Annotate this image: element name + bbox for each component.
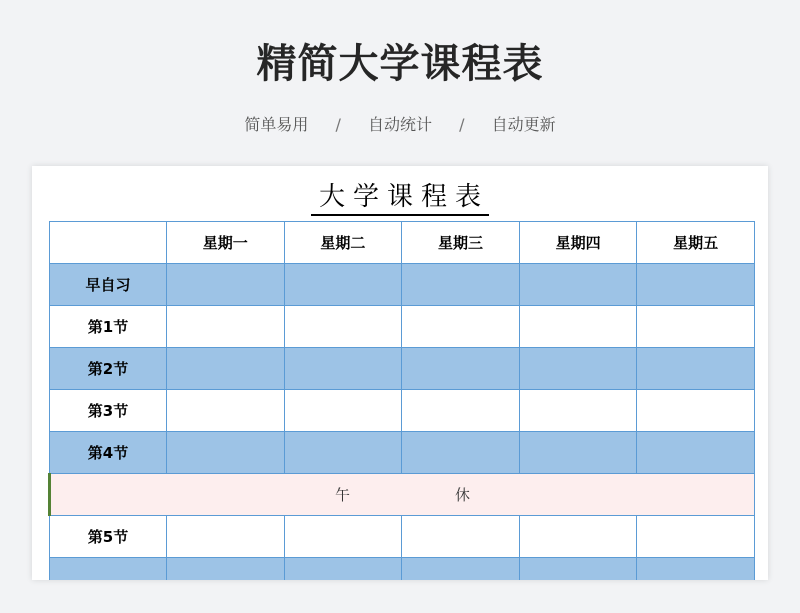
schedule-cell[interactable] (519, 348, 637, 390)
page-title: 精简大学课程表 (256, 41, 544, 87)
schedule-cell[interactable] (402, 432, 520, 474)
period-label[interactable]: 第4节 (50, 432, 167, 474)
schedule-cell[interactable] (519, 432, 637, 474)
period-row-3 (50, 390, 755, 432)
schedule-cell[interactable] (284, 390, 402, 432)
corner-cell[interactable] (50, 222, 167, 264)
schedule-cell[interactable] (284, 264, 402, 306)
schedule-cell[interactable] (284, 432, 402, 474)
day-header-tuesday[interactable]: 星期二 (284, 222, 402, 264)
schedule-cell[interactable] (637, 516, 755, 558)
schedule-cell[interactable] (402, 306, 520, 348)
separator: / (459, 115, 465, 134)
schedule-cell[interactable] (637, 390, 755, 432)
schedule-cell[interactable] (519, 558, 637, 581)
period-row-morning-study (50, 264, 755, 306)
schedule-cell[interactable] (284, 558, 402, 581)
lunch-label-left: 午 (334, 486, 350, 504)
header-row (50, 222, 755, 264)
period-row-5 (50, 516, 755, 558)
schedule-cell[interactable] (284, 348, 402, 390)
feature-easy: 简单易用 (244, 115, 309, 134)
schedule-sheet (32, 166, 768, 580)
period-row-4 (50, 432, 755, 474)
schedule-cell[interactable] (167, 348, 285, 390)
schedule-cell[interactable] (167, 264, 285, 306)
schedule-cell[interactable] (519, 264, 637, 306)
period-row-1 (50, 306, 755, 348)
schedule-cell[interactable] (167, 306, 285, 348)
schedule-cell[interactable] (637, 558, 755, 581)
sheet-title: 大学课程表 (32, 176, 768, 213)
schedule-cell[interactable] (402, 264, 520, 306)
separator: / (335, 115, 341, 134)
day-header-friday[interactable]: 星期五 (637, 222, 755, 264)
period-label[interactable]: 第1节 (50, 306, 167, 348)
day-header-wednesday[interactable]: 星期三 (402, 222, 520, 264)
schedule-cell[interactable] (167, 516, 285, 558)
lunch-label-right: 休 (454, 486, 470, 504)
period-label[interactable]: 早自习 (50, 264, 167, 306)
period-label[interactable]: 第3节 (50, 390, 167, 432)
period-row-6 (50, 558, 755, 581)
schedule-cell[interactable] (637, 432, 755, 474)
feature-auto-update: 自动更新 (491, 115, 556, 134)
feature-auto-stats: 自动统计 (367, 115, 432, 134)
schedule-cell[interactable] (167, 390, 285, 432)
period-label[interactable]: 第2节 (50, 348, 167, 390)
schedule-cell[interactable] (284, 516, 402, 558)
feature-list (0, 112, 800, 135)
schedule-cell[interactable] (637, 264, 755, 306)
schedule-cell[interactable] (402, 390, 520, 432)
schedule-table (48, 221, 755, 580)
schedule-cell[interactable] (637, 348, 755, 390)
schedule-cell[interactable] (167, 432, 285, 474)
schedule-cell[interactable] (402, 516, 520, 558)
period-label[interactable]: 第5节 (50, 516, 167, 558)
period-label[interactable] (50, 558, 167, 581)
period-row-2 (50, 348, 755, 390)
schedule-cell[interactable] (519, 516, 637, 558)
day-header-monday[interactable]: 星期一 (167, 222, 285, 264)
schedule-cell[interactable] (519, 306, 637, 348)
schedule-cell[interactable] (402, 348, 520, 390)
schedule-cell[interactable] (167, 558, 285, 581)
schedule-cell[interactable] (519, 390, 637, 432)
schedule-cell[interactable] (284, 306, 402, 348)
schedule-cell[interactable] (637, 306, 755, 348)
lunch-break-cell[interactable] (50, 474, 755, 516)
schedule-cell[interactable] (402, 558, 520, 581)
lunch-break-row (50, 474, 755, 516)
day-header-thursday[interactable]: 星期四 (519, 222, 637, 264)
